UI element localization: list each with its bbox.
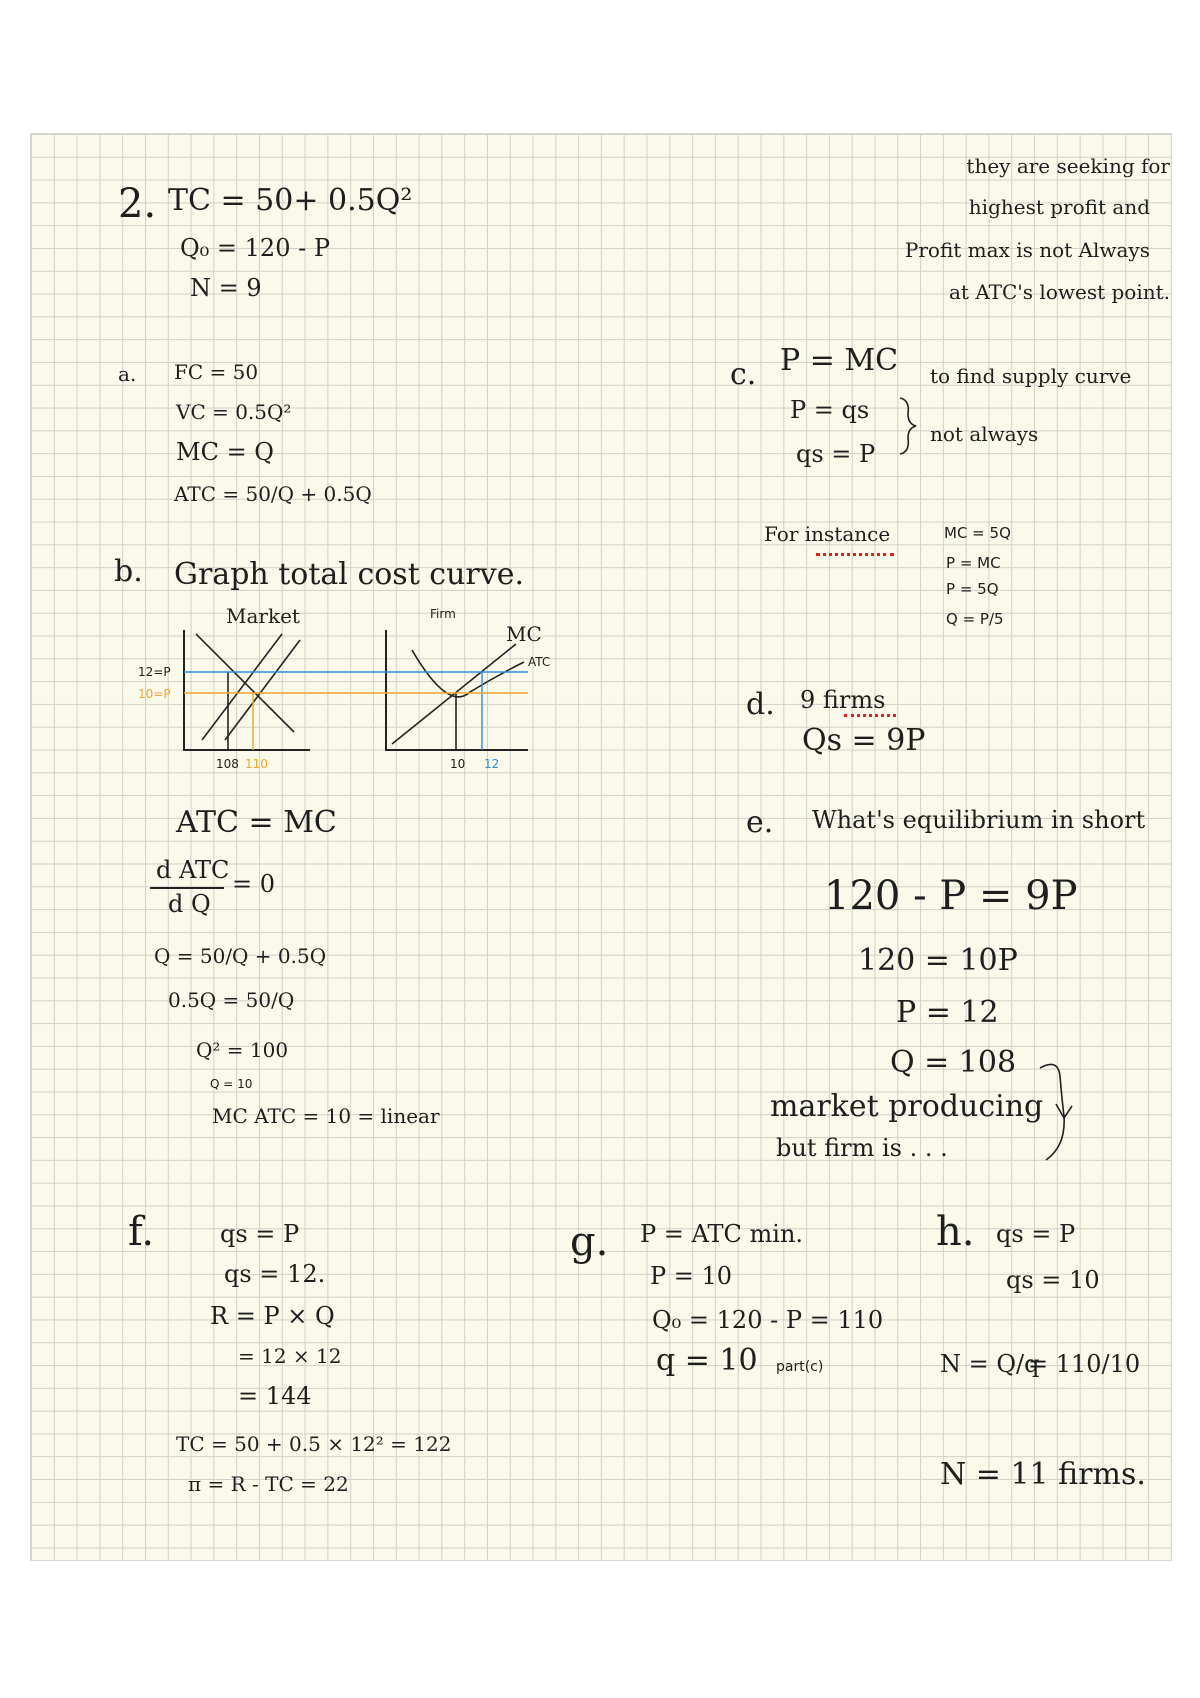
part-d-label: d.: [746, 687, 775, 722]
qs-equals-p: qs = P: [796, 440, 876, 468]
total-cost-value: TC = 50 + 0.5 × 12² = 122: [176, 1432, 452, 1456]
part-g-line-2: P = 10: [650, 1262, 733, 1290]
price-10-label: 10=P: [138, 687, 171, 701]
red-underline-firms: [844, 714, 896, 717]
part-h-line-1: qs = P: [996, 1220, 1076, 1248]
fraction-bar: [150, 887, 224, 889]
p-equals-mc: P = MC: [780, 343, 899, 378]
for-instance: For instance: [764, 522, 891, 546]
part-c-label: c.: [730, 357, 757, 392]
part-g-line-3: Q₀ = 120 - P = 110: [652, 1306, 884, 1334]
fixed-cost: FC = 50: [174, 360, 259, 384]
example-line-3: P = 5Q: [946, 580, 999, 598]
part-g-line-1: P = ATC min.: [640, 1220, 804, 1248]
curly-brace: [898, 396, 918, 456]
but-firm-note: but firm is . . .: [776, 1134, 948, 1162]
equilibrium-step-2: 120 = 10P: [858, 943, 1018, 978]
example-line-4: Q = P/5: [946, 610, 1004, 628]
part-a-label: a.: [118, 362, 137, 386]
notebook-page: [31, 134, 1171, 1560]
not-always-note: not always: [930, 422, 1039, 446]
firm-q10-label: 10: [450, 757, 466, 771]
firm-q12-label: 12: [484, 757, 500, 771]
demand-equation: Q₀ = 120 - P: [180, 234, 330, 262]
marginal-cost: MC = Q: [176, 438, 274, 466]
side-note-line-2: highest profit and: [968, 195, 1150, 219]
q-squared: Q² = 100: [196, 1038, 289, 1062]
mc-atc-note: MC ATC = 10 = linear: [212, 1104, 440, 1128]
problem-number: 2.: [118, 181, 157, 227]
nine-firms: 9 firms: [800, 686, 886, 714]
equals-zero: = 0: [232, 870, 276, 898]
part-h-label: h.: [936, 1209, 975, 1255]
part-c-reference: part(c): [776, 1359, 824, 1375]
part-f-line-2: qs = 12.: [224, 1260, 326, 1288]
part-h-answer: N = 11 firms.: [940, 1457, 1146, 1492]
mc-curve-label: MC: [506, 622, 542, 646]
side-note-line-4: at ATC's lowest point.: [949, 280, 1170, 304]
part-e-label: e.: [746, 805, 774, 840]
atc-derivative-step-1: Q = 50/Q + 0.5Q: [154, 944, 327, 968]
profit-value: π = R - TC = 22: [188, 1472, 349, 1496]
market-producing-note: market producing: [770, 1089, 1044, 1124]
total-cost-equation: TC = 50+ 0.5Q²: [168, 183, 413, 218]
d-atc: d ATC: [156, 856, 230, 884]
revenue-product: = 12 × 12: [238, 1344, 342, 1368]
part-b-label: b.: [114, 554, 143, 589]
side-note-line-1: they are seeking for: [966, 154, 1170, 178]
p-equals-qs: P = qs: [790, 396, 870, 424]
atc-equals-mc: ATC = MC: [176, 805, 337, 840]
market-supply: Qs = 9P: [802, 723, 926, 758]
equilibrium-price: P = 12: [896, 995, 999, 1030]
part-f-line-1: qs = P: [220, 1220, 300, 1248]
atc-derivative-step-2: 0.5Q = 50/Q: [168, 988, 295, 1012]
market-q110-label: 110: [245, 757, 268, 771]
part-h-line-4: = 110/10: [1028, 1350, 1141, 1378]
equilibrium-step-1: 120 - P = 9P: [824, 873, 1078, 919]
q-equals-ten: Q = 10: [210, 1077, 253, 1091]
part-g-line-4: q = 10: [656, 1343, 758, 1378]
part-g-label: g.: [570, 1219, 609, 1265]
firm-label: Firm: [430, 607, 456, 621]
revenue-value: = 144: [238, 1382, 312, 1410]
firm-count: N = 9: [190, 274, 262, 302]
example-line-1: MC = 5Q: [944, 524, 1011, 542]
part-h-line-2: qs = 10: [1006, 1266, 1100, 1294]
price-12-label: 12=P: [138, 665, 171, 679]
atc-curve-label: ATC: [528, 655, 551, 669]
average-total-cost: ATC = 50/Q + 0.5Q: [174, 482, 372, 506]
market-q108-label: 108: [216, 757, 239, 771]
variable-cost: VC = 0.5Q²: [176, 400, 292, 424]
side-note-line-3: Profit max is not Always: [904, 238, 1150, 262]
equilibrium-quantity: Q = 108: [890, 1045, 1017, 1080]
supply-curve-note: to find supply curve: [930, 364, 1132, 388]
annotation-arrow: [1038, 1056, 1078, 1176]
revenue-formula: R = P × Q: [210, 1302, 335, 1330]
part-h-line-3: N = Q/q: [940, 1350, 1040, 1378]
part-b-title: Graph total cost curve.: [174, 557, 524, 592]
part-e-title: What's equilibrium in short: [812, 806, 1146, 834]
market-label: Market: [226, 604, 300, 628]
example-line-2: P = MC: [946, 554, 1001, 572]
part-f-label: f.: [128, 1209, 155, 1255]
red-underline-instance: [816, 553, 894, 556]
d-q: d Q: [168, 890, 211, 918]
